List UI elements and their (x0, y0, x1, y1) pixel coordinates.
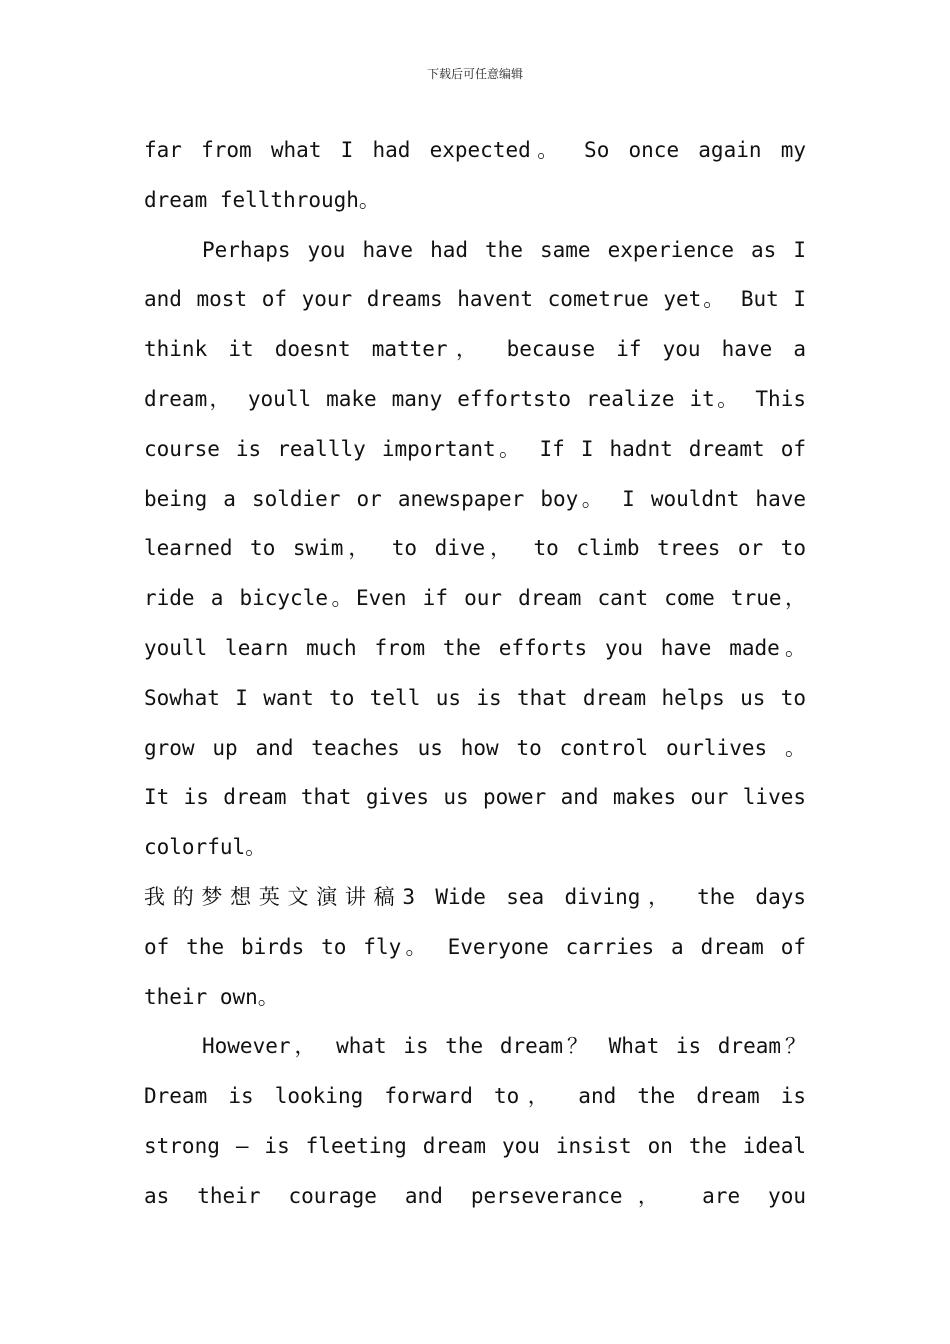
text-line: of the birds to fly。 Everyone carries a dream of (144, 934, 806, 959)
text-line: and most of your dreams havent cometrue yet。 But I (144, 287, 806, 312)
text-line: dream fellthrough。 (144, 187, 380, 212)
text-line: However， what is the dream？ What is dream？ (202, 1034, 806, 1059)
text-line: Dream is looking forward to， and the dream is (144, 1084, 806, 1109)
text-line: colorful。 (144, 835, 267, 860)
text-line: think it doesnt matter， because if you have a (144, 337, 806, 362)
text-line: grow up and teaches us how to control ourlives 。 (144, 735, 806, 760)
text-line: ride a bicycle。Even if our dream cant come true， (144, 586, 806, 611)
document-body (144, 126, 806, 1222)
text-line: strong — is fleeting dream you insist on the ideal (144, 1133, 806, 1158)
text-line: being a soldier or anewspaper boy。 I wouldnt have (144, 486, 806, 511)
text-line: 我的梦想英文演讲稿3 Wide sea diving， the days (144, 884, 806, 909)
page-header: 下载后可任意编辑 (426, 67, 523, 81)
text-line: dream， youll make many effortsto realize it。 This (144, 386, 806, 411)
text-line: Perhaps you have had the same experience as I (202, 237, 806, 262)
text-line: Sowhat I want to tell us is that dream helps us to (144, 685, 806, 710)
text-line: It is dream that gives us power and makes our lives (144, 785, 806, 810)
text-line: far from what I had expected。 So once again my (144, 138, 806, 162)
text-line: youll learn much from the efforts you have made。 (144, 635, 806, 660)
text-line: course is reallly important。 If I hadnt dreamt of (144, 436, 806, 461)
text-line: learned to swim， to dive， to climb trees or to (144, 536, 806, 561)
text-line: their own。 (144, 984, 279, 1009)
text-line: as their courage and perseverance， are you (144, 1183, 806, 1208)
